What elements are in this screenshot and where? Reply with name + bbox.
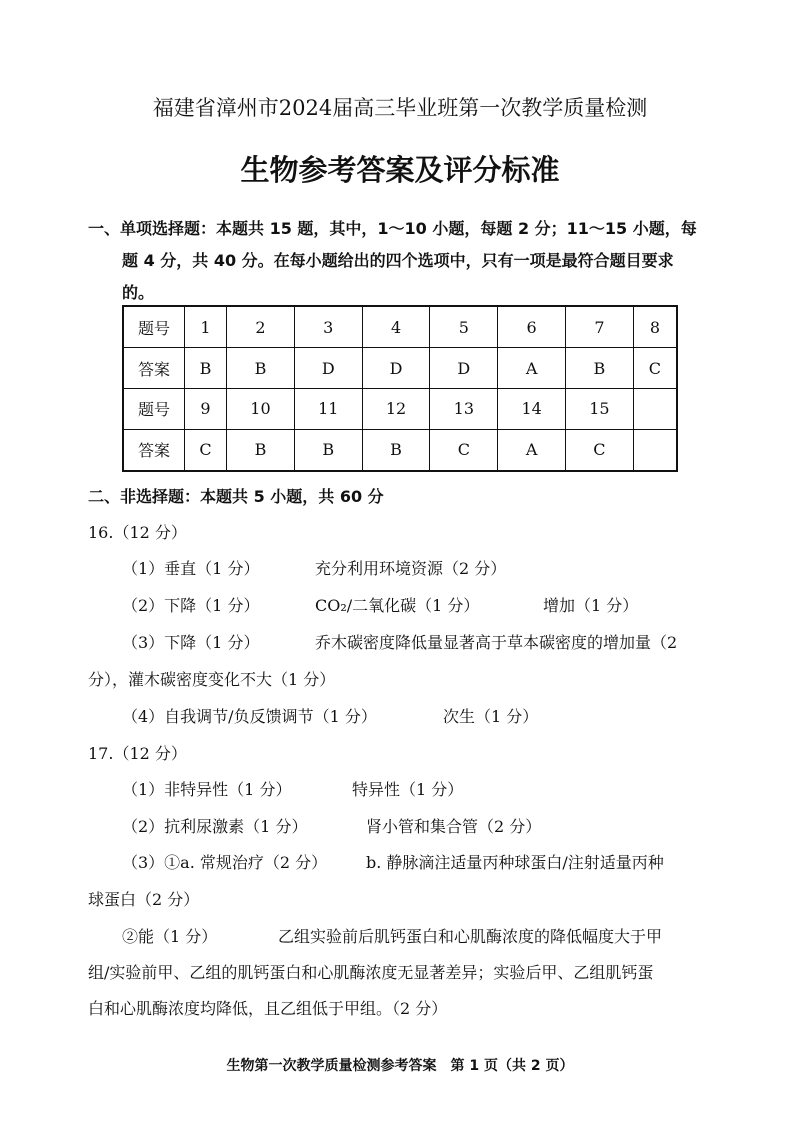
- answer-cell: A: [498, 429, 566, 471]
- q16-answer-1a: （1）垂直（1 分）: [122, 559, 260, 578]
- page-footer: 生物第一次教学质量检测参考答案 第 1 页（共 2 页）: [226, 1058, 574, 1074]
- answer-cell: B: [227, 429, 295, 471]
- answer-cell: B: [362, 429, 430, 471]
- answer-cell: B: [227, 348, 295, 389]
- q16-answer-2a: （2）下降（1 分）: [122, 596, 260, 615]
- question-number-cell: 5: [430, 306, 498, 348]
- question-number-cell: 2: [227, 306, 295, 348]
- answer-label: 答案: [123, 348, 185, 389]
- q16-answer-3c: 分），灌木碳密度变化不大（1 分）: [88, 670, 336, 689]
- document-subtitle: 生物参考答案及评分标准: [240, 153, 560, 187]
- table-row: [123, 348, 677, 389]
- q17-answer-5: 组/实验前甲、乙组的肌钙蛋白和心肌酶浓度无显著差异；实验后甲、乙组肌钙蛋: [88, 963, 654, 982]
- section1-intro-line1: 一、单项选择题：本题共 15 题，其中，1～10 小题，每题 2 分；11～15 小题，每: [88, 219, 697, 238]
- q17-answer-4a: ②能（1 分）: [122, 927, 218, 946]
- question-number-cell: 3: [294, 306, 362, 348]
- q17-answer-1b: 特异性（1 分）: [352, 780, 464, 799]
- answer-table: [122, 305, 678, 472]
- table-row: [123, 388, 677, 429]
- answer-cell: C: [430, 429, 498, 471]
- answer-cell: D: [362, 348, 430, 389]
- answer-cell: C: [633, 348, 677, 389]
- q17-answer-3a: （3）①a. 常规治疗（2 分）: [122, 853, 328, 872]
- answer-cell: [633, 429, 677, 471]
- answer-cell: D: [294, 348, 362, 389]
- question-number-cell: 9: [185, 388, 227, 429]
- q17-answer-1a: （1）非特异性（1 分）: [122, 780, 292, 799]
- q16-answer-3b: 乔木碳密度降低量显著高于草本碳密度的增加量（2: [315, 633, 678, 652]
- question-number-label: 题号: [123, 306, 185, 348]
- answer-cell: C: [185, 429, 227, 471]
- answer-cell: D: [430, 348, 498, 389]
- document-title: 福建省漳州市2024届高三毕业班第一次教学质量检测: [152, 96, 648, 120]
- section1-intro-line2: 题 4 分，共 40 分。在每小题给出的四个选项中，只有一项是最符合题目要求: [122, 251, 674, 270]
- question-number-cell: 1: [185, 306, 227, 348]
- question-number-cell: 12: [362, 388, 430, 429]
- q16-heading: 16.（12 分）: [88, 523, 187, 542]
- q17-answer-6: 白和心肌酶浓度均降低，且乙组低于甲组。（2 分）: [88, 999, 448, 1018]
- answer-cell: C: [566, 429, 634, 471]
- question-number-cell: 8: [633, 306, 677, 348]
- q17-answer-3b: b. 静脉滴注适量丙种球蛋白/注射适量丙种: [366, 853, 664, 872]
- question-number-cell: 14: [498, 388, 566, 429]
- answer-cell: B: [185, 348, 227, 389]
- q16-answer-2b: CO₂/二氧化碳（1 分）: [315, 596, 480, 615]
- question-number-cell: 10: [227, 388, 295, 429]
- question-number-cell: [633, 388, 677, 429]
- answer-cell: B: [566, 348, 634, 389]
- table-row: [123, 306, 677, 348]
- section2-heading: 二、非选择题：本题共 5 小题，共 60 分: [88, 487, 384, 506]
- question-number-cell: 11: [294, 388, 362, 429]
- answer-cell: B: [294, 429, 362, 471]
- q16-answer-1b: 充分利用环境资源（2 分）: [315, 559, 507, 578]
- question-number-cell: 15: [566, 388, 634, 429]
- answer-label: 答案: [123, 429, 185, 471]
- table-row: [123, 429, 677, 471]
- question-number-cell: 4: [362, 306, 430, 348]
- question-number-cell: 7: [566, 306, 634, 348]
- q16-answer-2c: 增加（1 分）: [543, 596, 639, 615]
- q17-answer-2a: （2）抗利尿激素（1 分）: [122, 817, 308, 836]
- section1-intro-line3: 的。: [122, 283, 155, 302]
- answer-cell: A: [498, 348, 566, 389]
- q17-answer-2b: 肾小管和集合管（2 分）: [366, 817, 542, 836]
- q16-answer-4a: （4）自我调节/负反馈调节（1 分）: [122, 707, 377, 726]
- question-number-label: 题号: [123, 388, 185, 429]
- q17-answer-3c: 球蛋白（2 分）: [88, 890, 200, 909]
- q16-answer-4b: 次生（1 分）: [443, 707, 539, 726]
- q17-heading: 17.（12 分）: [88, 744, 187, 763]
- q16-answer-3a: （3）下降（1 分）: [122, 633, 260, 652]
- question-number-cell: 6: [498, 306, 566, 348]
- question-number-cell: 13: [430, 388, 498, 429]
- q17-answer-4b: 乙组实验前后肌钙蛋白和心肌酶浓度的降低幅度大于甲: [278, 927, 663, 946]
